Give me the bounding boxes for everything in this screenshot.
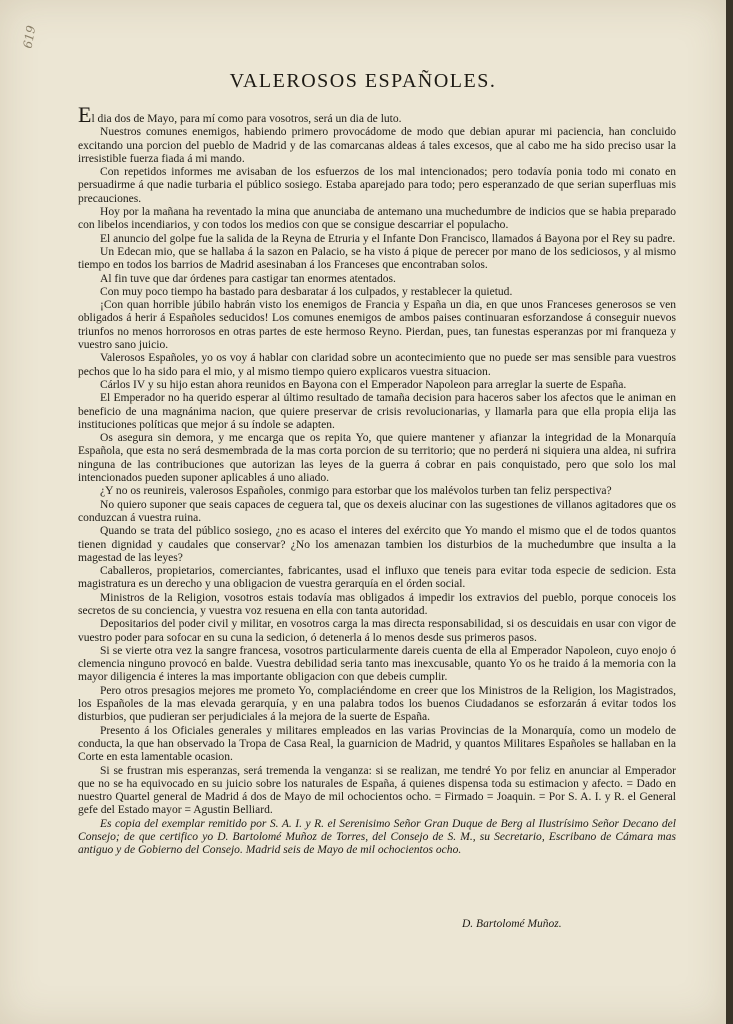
signature: D. Bartolomé Muñoz. (462, 918, 562, 930)
paragraph: Al fin tuve que dar órdenes para castigar tan enormes atentados. (100, 272, 396, 285)
paragraph: Un Edecan mio, que se hallaba á la sazon en Palacio, se ha visto á pique de perecer por mano de los sediciosos, y al mismo tiempo en todos los barrios de Madrid asesinaban á los Franceses que encontraban solos. (78, 245, 676, 272)
paragraph: Nuestros comunes enemigos, habiendo primero provocádome de modo que debian apurar mi paciencia, han concluido excitando una porcion del pueblo de Madrid y de las comarcanas aldeas á tales excesos, que al cabo me ha sido preciso usar la irresistible fuerza fiada á mi mando. (78, 126, 676, 165)
paragraph: Si se frustran mis esperanzas, será tremenda la venganza: si se realizan, me tendré Yo por feliz en anunciar al Emperador que no se ha equivocado en su juicio sobre los naturales de España, á quienes dispensa toda su estimacion y afecto. = Dado en nuestro Quartel general de Madrid á dos de Mayo de mil ochocientos ocho. = Firmado = Joaquin. = Por S. A. I. y R. el General gefe del Estado mayor = Agustin Belliard. (78, 764, 676, 817)
paragraph: Ministros de la Religion, vosotros estais todavía mas obligados á impedir los extravios del pueblo, porque conoceis los secretos de su conciencia, y vuestra voz resuena en ella con tanta autoridad. (78, 591, 676, 617)
paragraph: Pero otros presagios mejores me prometo Yo, complaciéndome en creer que los Ministros de la Religion, los Magistrados, los Españoles de la mas elevada gerarquía, y en una palabra todos los buenos Ciudadanos se esforzarán á evitar todos los disturbios, que pudieran ser perjudiciales á la mejora de la suerte de España. (78, 684, 676, 724)
certification-note: Es copia del exemplar remitido por S. A. I. y R. el Serenisimo Señor Gran Duque de Berg al Ilustrísimo Señor Decano del Consejo; de que certifico yo D. Bartolomé Muñoz de Torres, del Consejo de S. M., su Secretario, Escribano de Cámara mas antiguo y de Gobierno del Consejo. Madrid seis de Mayo de mil ochocientos ocho. (78, 817, 676, 857)
paragraph: El Emperador no ha querido esperar al último resultado de tamaña decision para haceros saber los afectos que le animan en beneficio de una magnánima nacion, que quiere preservar de crisis revolucionarias, y llamarla para que ella propia elija las instituciones políticas que mejor á su índole se adapten. (78, 392, 676, 431)
proclamation-body (78, 102, 676, 858)
paragraph: Cárlos IV y su hijo estan ahora reunidos en Bayona con el Emperador Napoleon para arreglar la suerte de España. (100, 378, 627, 391)
margin-note: 619 (20, 24, 39, 50)
paragraph: El dia dos de Mayo, para mí como para vosotros, será un dia de luto. (78, 102, 402, 127)
paragraph: No quiero suponer que seais capaces de ceguera tal, que os dexeis alucinar con las sugestiones de villanos agitadores que os conduzcan á vuestra ruina. (78, 498, 676, 524)
paragraph: Presento á los Oficiales generales y militares empleados en las varias Provincias de la Monarquía, como un modelo de conducta, la que han observado la Tropa de Casa Real, la guarnicion de Madrid, y quantos Militares Españoles se hallaban en la Corte en esta lamentable ocasion. (78, 724, 676, 764)
page-title: VALEROSOS ESPAÑOLES. (229, 70, 497, 92)
paragraph: Valerosos Españoles, yo os voy á hablar con claridad sobre un acontecimiento que no puede ser mas sensible para vuestros pechos que lo ha sido para el mio, y al mismo tiempo quiero explicaros vuestra situacion. (78, 352, 676, 378)
paragraph: Si se vierte otra vez la sangre francesa, vosotros particularmente dareis cuenta de ella al Emperador Napoleon, cuyo enojo ó clemencia ninguno provocó en balde. Vuestra debilidad seria tanto mas inexcusable, quanto Yo os he traido á la memoria con la mayor diligencia é interes la mas importante obligacion con que debeis cumplir. (78, 644, 676, 684)
paragraph: ¡Con quan horrible júbilo habrán visto los enemigos de Francia y España un dia, en que unos Franceses generosos se ven obligados á herir á Españoles seducidos! Los comunes enemigos de ambos paises continuaran esforzandose á conseguir nuevos triunfos no menos horrorosos en otras partes de este hermoso Reyno. Pierdan, pues, tan funestas esperanzas por mi franqueza y vuestro sano juicio. (78, 299, 676, 352)
paragraph: Con muy poco tiempo ha bastado para desbaratar á los culpados, y restablecer la quietud. (100, 285, 513, 298)
paragraph: Depositarios del poder civil y militar, en vosotros carga la mas directa responsabilidad, si os descuidais en usar con vigor de vuestro poder para sofocar en su cuna la sedicion, ó detenerla á lo menos desde sus primeros pasos. (78, 618, 676, 644)
paragraph: El anuncio del golpe fue la salida de la Reyna de Etruria y el Infante Don Francisco, llamados á Bayona por el Rey su padre. (100, 232, 676, 245)
paragraph: Os asegura sin demora, y me encarga que os repita Yo, que quiere mantener y afianzar la integridad de la Monarquía Española, que esta no será desmembrada de la mas corta porcion de su territorio; que no perderá ni siquiera una aldea, ni sufrira ninguna de las contribuciones que autorizan las leyes de la guerra á cobrar en pais conquistado, pero que solo los mal intencionados pueden suponer aplicables á uno aliado. (78, 432, 676, 485)
paragraph: ¿Y no os reunireis, valerosos Españoles, conmigo para estorbar que los malévolos turben tan feliz perspectiva? (100, 485, 612, 498)
page-edge (726, 0, 733, 1024)
paragraph: Con repetidos informes me avisaban de los esfuerzos de los mal intencionados; pero todavía ponia todo mi conato en persuadirme á que nadie turbaria el público sosiego. Estaba aparejado para todo; pero esperanzado de que serian superfluas mis precauciones. (78, 166, 676, 205)
paragraph: Quando se trata del público sosiego, ¿no es acaso el interes del exército que Yo mando el mismo que el de todos quantos tienen dignidad y caudales que conservar? ¿No los amenazan tambien los disturbios de la muchedumbre que insulta a la magestad de las leyes? (78, 525, 676, 564)
paragraph: Caballeros, propietarios, comerciantes, fabricantes, usad el influxo que teneis para evitar toda especie de sedicion. Esta magistratura es un derecho y una obligacion de vuestra gerarquía en el órden social. (78, 565, 676, 591)
paragraph: Hoy por la mañana ha reventado la mina que anunciaba de antemano una muchedumbre de indicios que se habia preparado con libelos incendiarios, y con todos los medios con que se consigue descarriar el populacho. (78, 206, 676, 232)
